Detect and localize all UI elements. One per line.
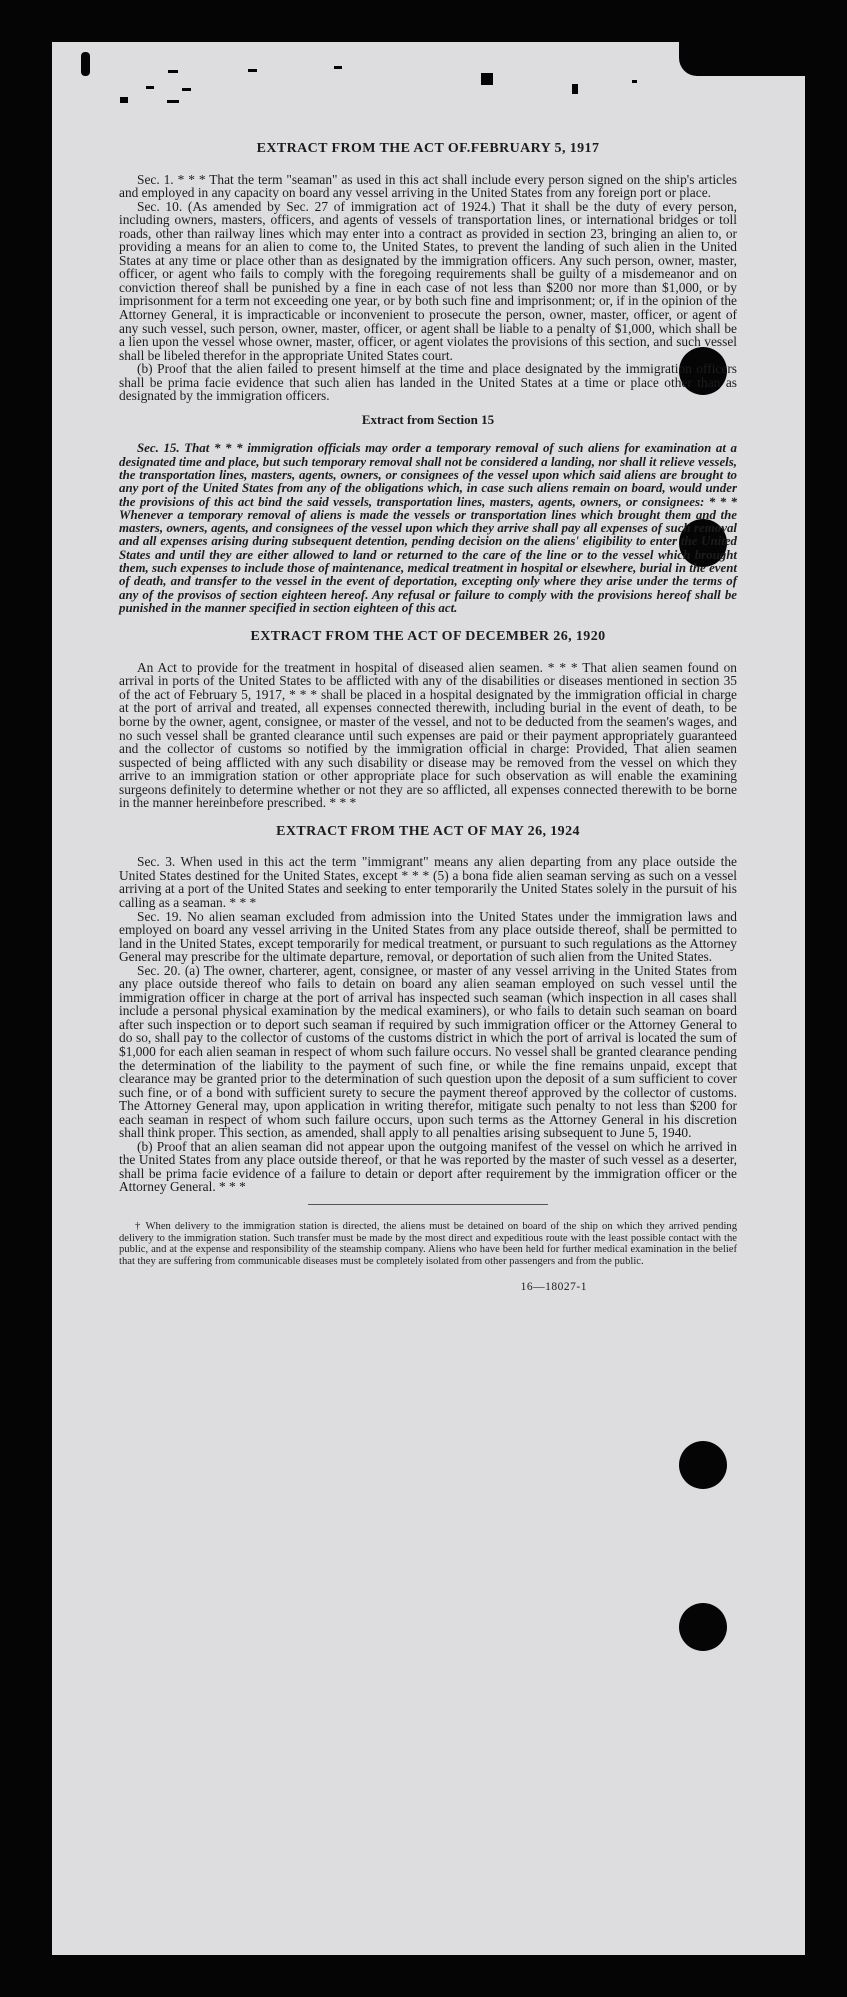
section-heading-dec-1920: EXTRACT FROM THE ACT OF DECEMBER 26, 1920 <box>250 629 606 645</box>
scan-speck <box>334 66 342 69</box>
torn-corner <box>679 42 805 76</box>
section-heading-may-1924: EXTRACT FROM THE ACT OF MAY 26, 1924 <box>276 823 580 839</box>
scan-speck <box>81 52 90 76</box>
section-heading-feb-1917: EXTRACT FROM THE ACT OF.FEBRUARY 5, 1917 <box>256 141 600 156</box>
sec-10-paragraph: Sec. 10. (As amended by Sec. 27 of immigration act of 1924.) That it shall be the duty of every person, including owners, masters, officers, and agents of vessels of transportation lines, or international bridges or toll roads, other than railway lines which may enter into a contract as provided in section 23, bringing an alien to, or providing a means for an alien to come to, the United States, to prevent the landing of such alien in the United States at any time or place other than as designated by the immigration officers. Any such person, owner, master, officer, or agent who fails to comply with the foregoing requirements shall be guilty of a misdemeanor and on conviction thereof shall be punished by a fine in each case of not less than $200 nor more than $1,000, or by imprisonment for a term not exceeding one year, or by both such fine and imprisonment; or, if in the opinion of the Attorney General, it is impracticable or inconvenient to prosecute the person, owner, master, officer, or agent of any such vessel, such person, owner, master, officer, or agent shall be liable to a penalty of $1,000, which shall be a lien upon the vessel whose owner, master, officer, or agent violates the provisions of this section, and such vessel shall be libeled therefor in the appropriate United States court. <box>119 198 737 363</box>
punch-hole <box>679 1603 727 1651</box>
scan-speck <box>572 84 578 94</box>
scan-speck <box>481 73 493 85</box>
scan-speck <box>168 70 178 73</box>
document-page <box>52 42 805 1955</box>
footnote: † When delivery to the immigration station is directed, the aliens must be detained on board of the ship on which they arrived pending delivery to the immigration station. Such transfer must be made by the most direct and expeditious route with the least possible contact with the public, and at the expense and responsibility of the steamship company. Aliens who have been held for further medical examination in the belief that they are suffering from communicable diseases must be completely isolated from other passengers and from the public. <box>119 1221 737 1267</box>
scan-speck <box>120 97 128 103</box>
document-body <box>119 142 737 1295</box>
sec-19-paragraph: Sec. 19. No alien seaman excluded from admission into the United States under the immigration laws and employed on board any vessel arriving in the United States from any place outside thereof, shall be permitted to land in the United States, except temporarily for medical treatment, or pursuant to such regulations as the Attorney General may prescribe for the ultimate departure, removal, or deportation of such alien from the United States. <box>119 908 737 965</box>
scan-speck <box>182 88 191 91</box>
document-number: 16—18027-1 <box>520 1281 587 1294</box>
punch-hole <box>679 1441 727 1489</box>
sec-15-paragraph: Sec. 15. That * * * immigration officials may order a temporary removal of such aliens for examination at a designated time and place, but such temporary removal shall not be considered a landing, nor shall it relieve vessels, the transportation lines, masters, agents, owners, or consignees of the vessel upon which said aliens are brought to any port of the United States from any of the obligations which, in case such aliens remain on board, would under the provisions of this act bind the said vessels, transportation lines, masters, agents, owners, or consignees: * * * Whenever a temporary removal of aliens is made the vessels or transportation lines which brought them and the masters, owners, agents, and consignees of the vessel upon which they arrive shall pay all expenses of such removal and all expenses arising during subsequent detention, pending decision on the aliens' eligibility to enter the United States and until they are either allowed to land or returned to the care of the line or to the vessel which brought them, such expenses to include those of maintenance, medical treatment in hospital or elsewhere, burial in the event of death, and transfer to the vessel in the event of deportation, excepting only where they arise under the terms of any of the provisos of section eighteen hereof. Any refusal or failure to comply with the provisions hereof shall be punished in the manner specified in section eighteen of this act. <box>119 441 737 615</box>
scan-speck <box>248 69 257 72</box>
sec-20a-paragraph: Sec. 20. (a) The owner, charterer, agent, consignee, or master of any vessel arriving in the United States from any place outside thereof who fails to detain on board any alien seaman employed on such vessel until the immigration officer in charge at the port of arrival has inspected such seaman (which inspection in all cases shall include a personal physical examination by the medical examiners), or who fails to detain such seaman on board after such inspection or to deport such seaman if required by such immigration officer or the Attorney General to do so, shall pay to the collector of customs of the customs district in which the port of arrival is located the sum of $1,000 for each alien seaman in respect of whom such failure occurs. No vessel shall be granted clearance pending the determination of the liability to the payment of such fine, or while the fine remains unpaid, except that clearance may be granted prior to the determination of such question upon the deposit of a sum sufficient to cover such fine, or of a bond with sufficient surety to secure the payment thereof approved by the collector of customs. The Attorney General may, upon application in writing therefor, mitigate such penalty to not less than $200 for each seaman in respect of whom such failure occurs, upon such terms as the Attorney General in his discretion shall think proper. This section, as amended, shall apply to all penalties arising subsequent to June 5, 1940. <box>119 962 737 1141</box>
sec-10b-paragraph: (b) Proof that the alien failed to present himself at the time and place designated by the immigration officers shall be prima facie evidence that such alien has landed in the United States at a time or place other than as designated by the immigration officers. <box>119 361 737 404</box>
scan-speck <box>167 100 179 103</box>
scan-speck <box>146 86 154 89</box>
scan-speck <box>632 80 637 83</box>
sec-1-paragraph: Sec. 1. * * * That the term "seaman" as used in this act shall include every person signed on the ship's articles and employed in any capacity on board any vessel arriving in the United States from any foreign port or place. <box>119 171 737 201</box>
act-1920-paragraph: An Act to provide for the treatment in hospital of diseased alien seamen. * * * That alien seamen found on arrival in ports of the United States to be afflicted with any of the disabilities or diseases mentioned in section 35 of the act of February 5, 1917, * * * shall be placed in a hospital designated by the immigration official in charge at the port of arrival and treated, all expenses connected therewith, including burial in the event of death, to be borne by the owner, agent, consignee, or master of the vessel, and not to be deducted from the seamen's wages, and no such vessel shall be granted clearance until such expenses are paid or their payment appropriately guaranteed and the collector of customs so notified by the immigration official in charge: Provided, That alien seamen suspected of being afflicted with any such disability or disease may be removed from the vessel on which they arrive to an immigration station or other appropriate place for such observation as will enable the examining surgeons definitely to determine whether or not they are so afflicted, all expenses connected therewith to be borne in the manner hereinbefore prescribed. * * * <box>119 659 737 811</box>
section-15-subheading: Extract from Section 15 <box>361 411 495 427</box>
footnote-divider <box>308 1204 548 1205</box>
sec-20b-paragraph: (b) Proof that an alien seaman did not appear upon the outgoing manifest of the vessel on which he arrived in the United States from any place outside thereof, or that he was reported by the master of such vessel as a deserter, shall be prima facie evidence of a failure to detain or deport after requirement by the immigration officer or the Attorney General. * * * <box>119 1138 737 1195</box>
sec-3-paragraph: Sec. 3. When used in this act the term "immigrant" means any alien departing from any place outside the United States destined for the United States, except * * * (5) a bona fide alien seaman serving as such on a vessel arriving at a port of the United States and seeking to enter temporarily the United States solely in the pursuit of his calling as a seaman. * * * <box>119 854 737 910</box>
